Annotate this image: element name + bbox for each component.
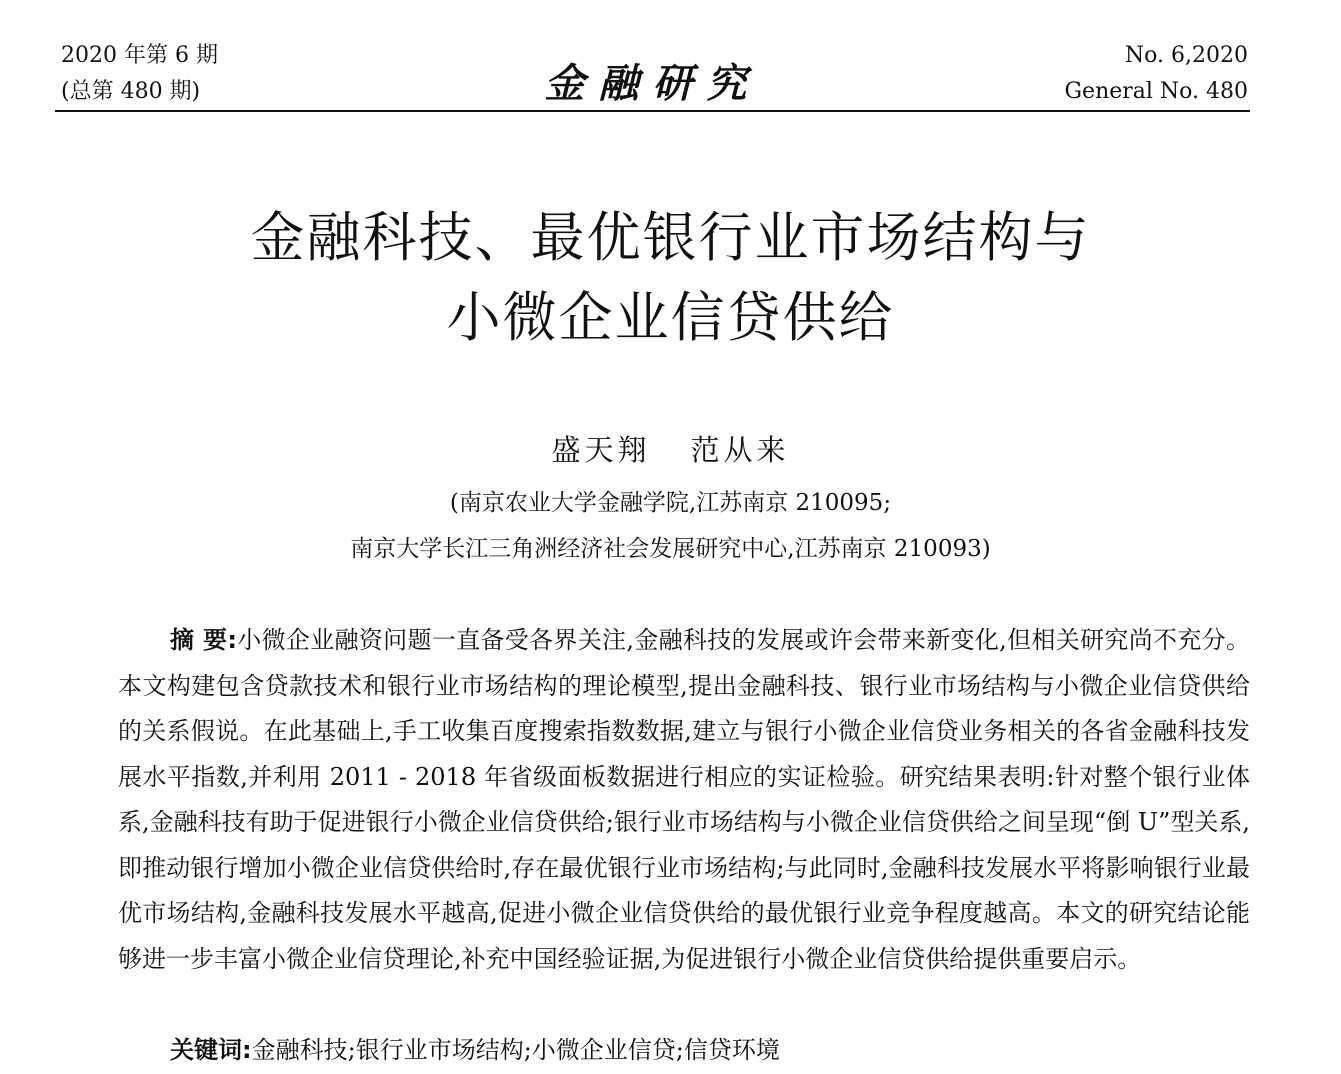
keywords	[170, 1028, 780, 1072]
issue-en: No. 6,2020	[1124, 43, 1248, 68]
keywords-text: 金融科技;银行业市场结构;小微企业信贷;信贷环境	[251, 1036, 780, 1064]
affiliation-line-1: (南京农业大学金融学院,江苏南京 210095;	[449, 490, 892, 516]
affiliations	[0, 480, 1341, 572]
title-line-2: 小微企业信贷供给	[446, 286, 895, 349]
title-line-1: 金融科技、最优银行业市场结构与	[250, 206, 1091, 269]
header-right	[1064, 38, 1248, 110]
affiliation-line-2: 南京大学长江三角洲经济社会发展研究中心,江苏南京 210093)	[350, 536, 991, 562]
keywords-label: 关键词:	[170, 1036, 252, 1064]
abstract-label: 摘 要:	[170, 626, 237, 654]
author-1: 盛天翔	[551, 433, 651, 467]
abstract-text: 小微企业融资问题一直备受各界关注,金融科技的发展或许会带来新变化,但相关研究尚不充分。本文构建包含贷款技术和银行业市场结构的理论模型,提出金融科技、银行业市场结构与小微企业信贷供给的关系假说。在此基础上,手工收集百度搜索指数数据,建立与银行小微企业信贷业务相关的各省金融科技发展水平指数,并利用 2011 - 2018 年省级面板数据进行相应的实证检验。研究结果表明:针对整个银行业体系,金融科技有助于促进银行小微企业信贷供给;银行业市场结构与小微企业信贷供给之间呈现“倒 U”型关系,即推动银行增加小微企业信贷供给时,存在最优银行业市场结构;与此同时,金融科技发展水平将影响银行业最优市场结构,金融科技发展水平越高,促进小微企业信贷供给的最优银行业竞争程度越高。本文的研究结论能够进一步丰富小微企业信贷理论,补充中国经验证据,为促进银行小微企业信贷供给提供重要启示。	[118, 626, 1250, 973]
author-list	[0, 428, 1341, 472]
abstract	[118, 618, 1250, 982]
issue-cn: 2020 年第 6 期	[61, 43, 218, 68]
paper-title	[0, 198, 1341, 358]
total-issue-en: General No. 480	[1064, 79, 1248, 104]
running-header	[55, 34, 1250, 112]
journal-name: 金融研究	[544, 60, 761, 107]
total-issue-cn: (总第 480 期)	[61, 79, 201, 104]
author-2: 范从来	[690, 433, 790, 467]
